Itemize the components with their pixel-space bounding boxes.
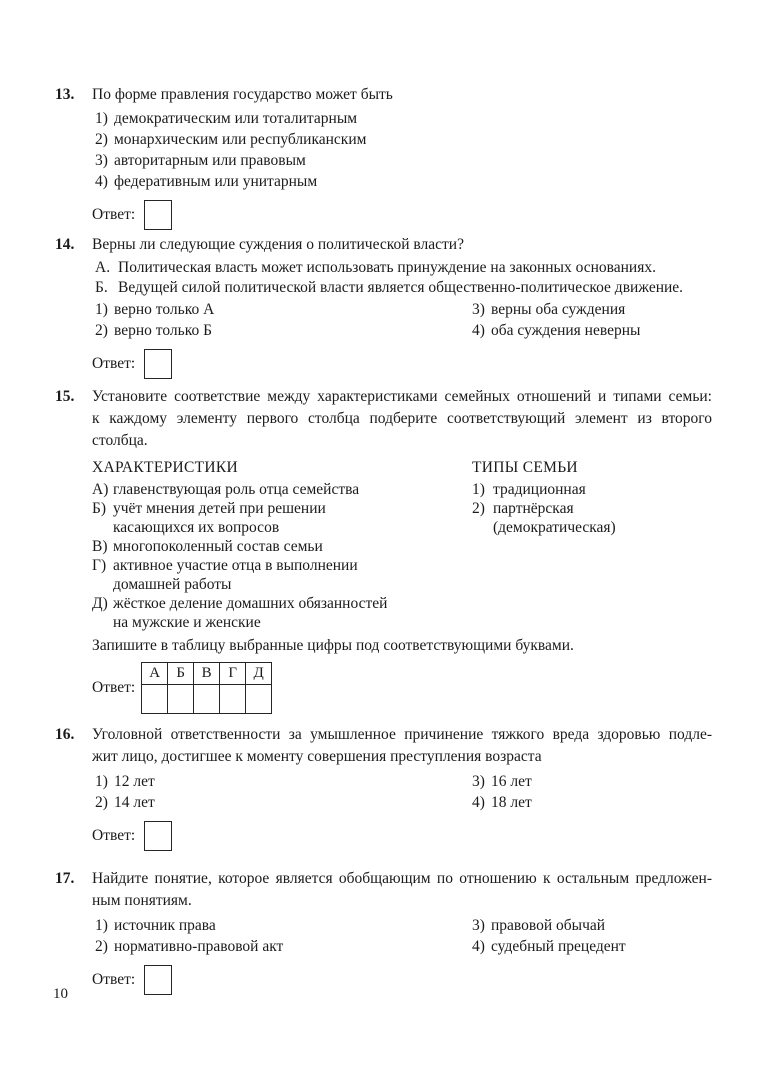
option [95, 937, 472, 958]
option-text: верно только Б [114, 321, 212, 339]
option [95, 772, 472, 793]
item-marker: Г) [92, 557, 107, 574]
table-instruction: Запишите в таблицу выбранные цифры под соответствующими буквами. [92, 637, 574, 654]
option [95, 150, 712, 171]
answer-label: Ответ: [92, 206, 136, 223]
option-marker: 2) [95, 131, 108, 148]
option-marker: 3) [472, 917, 485, 934]
statement-text: Ведущей силой политической власти является общественно-политическое движение. [118, 279, 684, 296]
family-types-column [472, 458, 712, 632]
question-13-text: По форме правления государство может быть [92, 86, 393, 103]
item-marker: В) [92, 538, 108, 555]
item-text: активное участие отца в выполнении домашней работы [113, 557, 358, 593]
question-16-number: 16. [55, 726, 75, 743]
statement-marker: Б. [95, 279, 108, 296]
characteristics-column [92, 458, 472, 632]
question-17-number: 17. [55, 870, 75, 887]
answer-row [92, 965, 712, 995]
answer-label: Ответ: [92, 679, 136, 696]
answer-box [144, 200, 172, 230]
answer-row [92, 821, 712, 851]
item-text: главенствующая роль отца семейства [113, 481, 360, 498]
item-text: традиционная [493, 481, 586, 498]
question-14-body [92, 234, 712, 379]
question-text-line: ным понятиям. [92, 892, 192, 909]
option [95, 793, 472, 814]
match-item [472, 480, 712, 499]
answer-label: Ответ: [92, 827, 136, 844]
question-16 [55, 724, 712, 851]
question-14 [55, 234, 712, 379]
table-header-cell: Г [220, 663, 246, 685]
option-marker: 4) [472, 321, 485, 339]
question-text-line: жит лицо, достигшее к моменту совершения преступления возраста [92, 748, 542, 765]
match-item [472, 499, 712, 537]
question-13-body [92, 84, 712, 230]
option [472, 321, 712, 342]
item-text: партнёрская (демократическая) [493, 500, 616, 536]
option-text: оба суждения неверны [491, 321, 641, 339]
answer-box [144, 965, 172, 995]
answer-label: Ответ: [92, 355, 136, 372]
answer-box [144, 349, 172, 379]
question-text-line: Установите соответствие между характеристиками семейных отношений и типами семьи: [92, 388, 712, 405]
option-marker: 3) [472, 773, 485, 790]
option-text: верно только А [114, 301, 215, 318]
answer-label: Ответ: [92, 971, 136, 988]
characteristics-header: ХАРАКТЕРИСТИКИ [92, 459, 239, 476]
option-text: источник права [114, 917, 216, 934]
option-marker: 1) [95, 773, 108, 790]
match-item [92, 594, 472, 632]
match-item [92, 480, 472, 499]
item-marker: Д) [92, 595, 108, 612]
question-14-text: Верны ли следующие суждения о политической власти? [92, 236, 464, 253]
item-marker: 1) [472, 481, 485, 498]
option-text: 14 лет [114, 793, 155, 811]
option-marker: 3) [472, 301, 485, 318]
statement-text: Политическая власть может использовать принуждение на законных основаниях. [118, 259, 656, 276]
option-marker: 1) [95, 917, 108, 934]
question-text-line: Уголовной ответственности за умышленное причинение тяжкого вреда здоровью подле- [92, 726, 712, 743]
matching-columns [92, 458, 712, 632]
question-16-body [92, 724, 712, 851]
option-text: демократическим или тоталитарным [114, 110, 358, 127]
question-15-text [92, 386, 712, 452]
answer-table-row [92, 662, 712, 714]
option-text: нормативно-правовой акт [114, 937, 284, 955]
option [472, 772, 712, 793]
question-15-number: 15. [55, 388, 75, 405]
table-value-cell [194, 685, 220, 714]
question-17-body [92, 868, 712, 995]
table-value-cell [168, 685, 194, 714]
family-types-header: ТИПЫ СЕМЬИ [472, 459, 578, 476]
option-marker: 4) [472, 937, 485, 955]
question-13-options [95, 108, 712, 192]
option [472, 937, 712, 958]
question-14-options [95, 300, 712, 341]
option-marker: 2) [95, 321, 108, 339]
option-marker: 2) [95, 937, 108, 955]
option [95, 321, 472, 342]
match-item [92, 499, 472, 537]
question-17-options [95, 916, 712, 957]
option-marker: 4) [472, 793, 485, 811]
option-text: верны оба суждения [491, 301, 626, 318]
question-17 [55, 868, 712, 995]
match-item [92, 556, 472, 594]
match-item [92, 537, 472, 556]
option [95, 300, 472, 321]
option-marker: 2) [95, 793, 108, 811]
question-text-line: Найдите понятие, которое является обобщающим по отношению к остальным предложен- [92, 870, 712, 887]
statement-marker: А. [95, 259, 111, 276]
option-text: 18 лет [491, 793, 532, 811]
option-text: авторитарным или правовым [114, 152, 306, 169]
statement [95, 258, 712, 278]
table-header-cell: А [142, 663, 168, 685]
question-16-text [92, 724, 712, 768]
question-13-number: 13. [55, 86, 75, 103]
option-text: монархическим или республиканским [114, 131, 367, 148]
option-text: правовой обычай [491, 917, 606, 934]
item-marker: 2) [472, 500, 485, 517]
item-text: учёт мнения детей при решении касающихся их вопросов [113, 500, 326, 536]
table-value-cell [246, 685, 272, 714]
table-value-cell [220, 685, 246, 714]
table-header-cell: Д [246, 663, 272, 685]
question-15-body [92, 386, 712, 714]
question-15 [55, 386, 712, 714]
item-marker: А) [92, 481, 109, 498]
item-text: жёсткое деление домашних обязанностей на мужские и женские [113, 595, 388, 631]
table-header-cell: В [194, 663, 220, 685]
question-text-line: к каждому элементу первого столбца подберите соответствующий элемент из второго [92, 410, 712, 427]
item-text: многопоколенный состав семьи [113, 538, 323, 555]
answer-row [92, 200, 712, 230]
option [95, 916, 472, 937]
answer-box [144, 821, 172, 851]
table-value-cell [142, 685, 168, 714]
question-14-statements [95, 258, 712, 298]
option [472, 916, 712, 937]
option-text: 16 лет [491, 773, 532, 790]
item-marker: Б) [92, 500, 107, 517]
option [472, 300, 712, 321]
page-number: 10 [53, 986, 68, 1002]
option-marker: 3) [95, 152, 108, 169]
option [95, 171, 712, 192]
question-14-number: 14. [55, 236, 75, 253]
option-marker: 1) [95, 110, 108, 127]
answer-row [92, 349, 712, 379]
answer-table-header-row [142, 663, 272, 685]
option-marker: 4) [95, 173, 108, 190]
option [472, 793, 712, 814]
table-header-cell: Б [168, 663, 194, 685]
question-text-line: столбца. [92, 432, 148, 449]
option [95, 108, 712, 129]
option-marker: 1) [95, 301, 108, 318]
question-13 [55, 84, 712, 230]
option-text: судебный прецедент [491, 937, 626, 955]
question-16-options [95, 772, 712, 813]
option [95, 129, 712, 150]
option-text: федеративным или унитарным [114, 173, 318, 190]
statement [95, 278, 712, 298]
option-text: 12 лет [114, 773, 155, 790]
answer-table-value-row [142, 685, 272, 714]
answer-table [141, 662, 272, 714]
question-17-text [92, 868, 712, 912]
